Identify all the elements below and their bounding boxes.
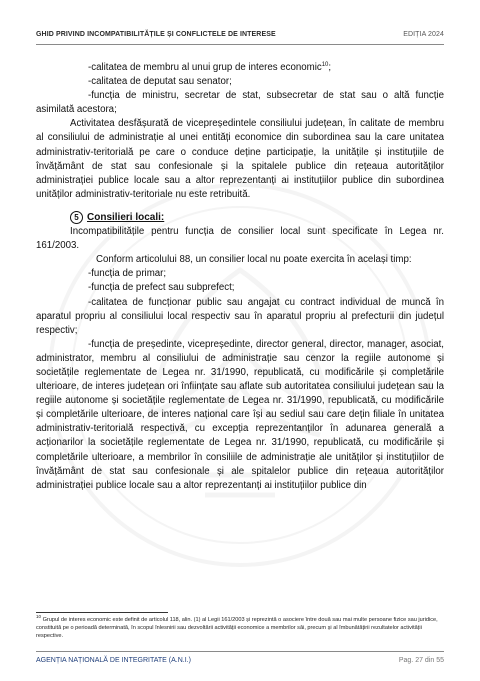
paragraph: -funcția de președinte, vicepreședinte, director general, director, manager, asociat, administrator, membru al consiliului de administrație sau cenzor la regiile autonome și societățile reglementate de Legea nr. 31/1990, republicată, cu modificările și completările ulterioare, de interes județean ori înființate sau aflate sub autoritatea consiliului județean sau la regiile autonome și societățile reglementate de Legea nr. 31/1990, republicată, cu modificările și completările ulterioare, de interes național care își au sediul sau care dețin filiale în unitatea administrativ-teritorială respectivă, cu excepția reprezentanților în adunarea generală a acționarilor la societățile reglementate de Legea nr. 31/1990, republicată, cu modificările și completările ulterioare, a membrilor în consiliile de administrație ale unităților și instituțiilor de învățământ de stat sau confesionale și ale spitalelor publice din rețeaua autorităților administrației publice locale sau a altor reprezentanți ai instituțiilor publice din <box>36 338 444 491</box>
footnote-text: Grupul de interes economic este definit de articolul 118, alin. (1) al Legii 161/2003 și reprezintă o asociere între două sau mai multe persoane fizice sau juridice, constituită pe o perioadă determinată, în scopul înlesnirii sau dezvoltării activității economice a membrilor săi, precum și al îmbunătățirii rezultatelor activității respective. <box>36 617 438 639</box>
paragraph: Activitatea desfășurată de vicepreședintele consiliului județean, în calitate de membru al consiliului de administrație al unei entități economice din subordinea sau la care unitatea administrativ-teritorială pe care o conduce deține participație, la unitățile și instituțiile de învățământ de stat sau confesionale și la spitalele publice din rețeaua autorităților administrației publice locale sau a altor reprezentanți ai instituțiilor publice din subordinea unităților administrativ-teritoriale nu este retribuită. <box>36 118 444 200</box>
footnote <box>36 616 444 640</box>
footnote-ref: 10 <box>321 61 329 68</box>
header-title: GHID PRIVIND INCOMPATIBILITĂȚILE ȘI CONFLICTELE DE INTERESE <box>36 31 276 38</box>
paragraph: -calitatea de funcționar public sau angajat cu contract individual de muncă în aparatul propriu al consiliului local respectiv sau în aparatul propriu al prefecturii din județul respectiv; <box>36 296 444 336</box>
paragraph: -funcția de primar; <box>88 268 167 280</box>
page-header <box>36 28 444 42</box>
footnote-divider <box>36 612 168 613</box>
paragraph: -funcția de prefect sau subprefect; <box>88 282 235 294</box>
paragraph: -calitatea de membru al unui grup de interes economic$^{10}$; <box>88 61 332 73</box>
paragraph: Incompatibilitățile pentru funcția de consilier local sunt specificate în Legea nr. 161/2003. <box>36 226 444 252</box>
body-text <box>36 61 444 493</box>
page-footer <box>36 654 444 668</box>
paragraph: -calitatea de deputat sau senator; <box>88 76 232 88</box>
section-title-text: Consilieri locali: <box>87 211 165 223</box>
header-edition: EDIȚIA 2024 <box>403 31 444 38</box>
paragraph: -funcția de ministru, secretar de stat, subsecretar de stat sau o altă funcție asimilată acestora; <box>36 90 444 116</box>
header-divider <box>36 44 444 45</box>
footnote-number: 10 <box>36 614 42 620</box>
paragraph: Conform articolului 88, un consilier local nu poate exercita în același timp: <box>96 254 412 266</box>
footer-divider <box>36 651 444 652</box>
section-title <box>36 211 444 225</box>
page-number: Pag. 27 din 55 <box>398 657 444 664</box>
footer-agency: AGENȚIA NAȚIONALĂ DE INTEGRITATE (A.N.I.) <box>36 657 191 664</box>
section-number: 5 <box>70 211 83 224</box>
